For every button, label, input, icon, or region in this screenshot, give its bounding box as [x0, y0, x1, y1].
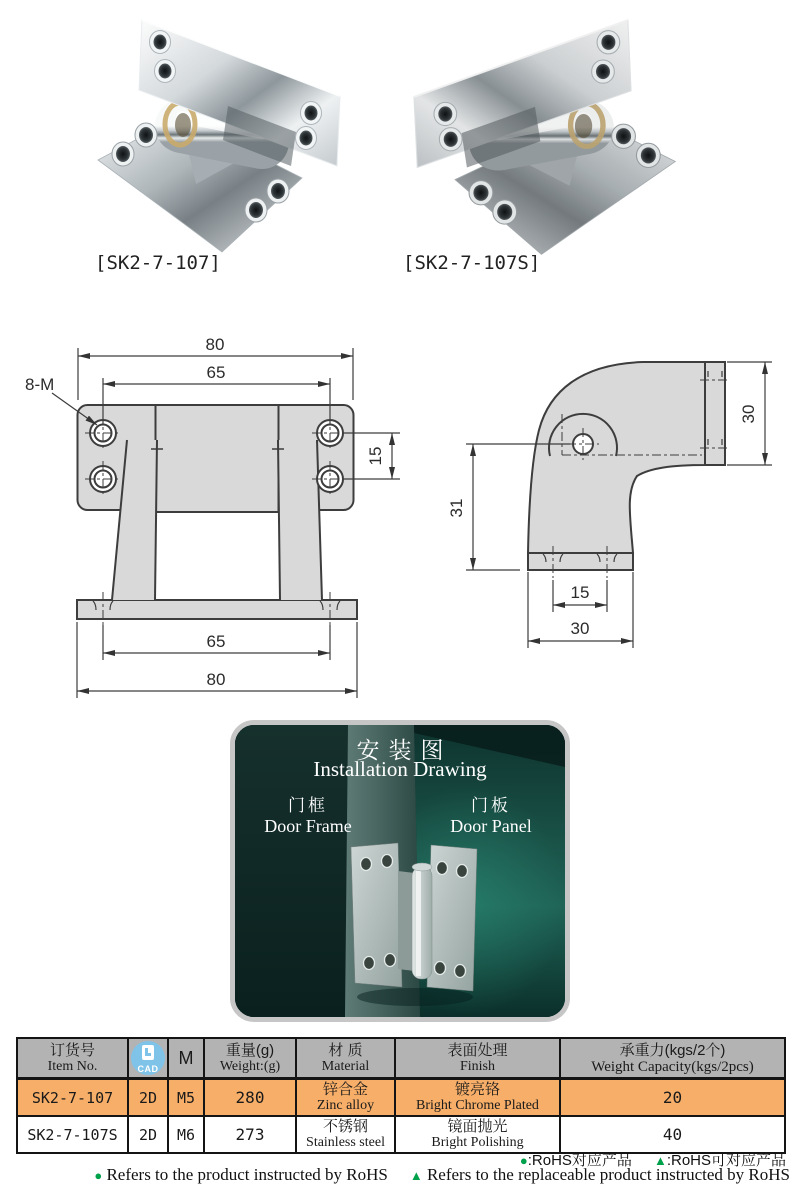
dim-front-hole-span: 65 [206, 363, 226, 382]
cad-icon: CAD [131, 1041, 165, 1075]
door-frame-label [243, 791, 373, 837]
product-photo-sk2-7-107 [90, 14, 342, 254]
rohs-triangle-icon: ▲ [409, 1168, 423, 1183]
door-panel-label [421, 791, 561, 837]
side-view-drawing [447, 362, 772, 648]
dim-front-top-width: 80 [205, 335, 225, 354]
cell-m: M5 [168, 1079, 204, 1117]
table-header-row [17, 1038, 785, 1079]
rohs-note-en: ● Refers to the product instructed by RoHS ▲ Refers to the replaceable product instructed by RoHS [94, 1165, 790, 1184]
door-frame-zh: 门框 [288, 796, 328, 815]
header-item: 订货号 Item No. [17, 1038, 128, 1079]
product-label-1: [SK2-7-107] [95, 252, 221, 274]
rohs-dot-icon: ● [519, 1153, 528, 1168]
cell-capacity: 40 [560, 1116, 785, 1153]
installation-panel [230, 720, 570, 1022]
cell-weight: 273 [204, 1116, 296, 1153]
table-row [17, 1116, 785, 1153]
dim-front-right-gap: 15 [366, 446, 385, 466]
header-material: 材 质 Material [296, 1038, 395, 1079]
dim-side-body-height: 31 [447, 498, 466, 518]
cell-cad: 2D [128, 1079, 168, 1117]
dim-front-bottom-width: 80 [206, 670, 226, 689]
cell-capacity: 20 [560, 1079, 785, 1117]
door-frame-en: Door Frame [264, 816, 352, 836]
header-capacity: 承重力(kgs/2个) Weight Capacity(kgs/2pcs) [560, 1038, 785, 1079]
header-m: M [168, 1038, 204, 1079]
header-weight: 重量(g) Weight:(g) [204, 1038, 296, 1079]
header-cad [128, 1038, 168, 1079]
dim-side-hole-span: 15 [570, 583, 590, 602]
rohs-triangle-icon: ▲ [653, 1153, 667, 1168]
product-photo-sk2-7-107s [402, 14, 688, 257]
door-panel-zh: 门板 [471, 796, 511, 815]
spec-table [16, 1037, 786, 1154]
dim-front-hole-callout: 8-M [25, 375, 55, 394]
cell-weight: 280 [204, 1079, 296, 1117]
dim-side-base-width: 30 [570, 619, 590, 638]
cell-m: M6 [168, 1116, 204, 1153]
cell-cad: 2D [128, 1116, 168, 1153]
cell-finish: 镀亮铬 Bright Chrome Plated [395, 1079, 560, 1117]
table-row [17, 1079, 785, 1117]
door-panel-en: Door Panel [450, 816, 532, 836]
rohs-dot-icon: ● [94, 1168, 103, 1183]
rohs-note-zh: ●:RoHS对应产品 ▲:RoHS可对应产品 [519, 1152, 786, 1169]
dim-side-plate-height: 30 [739, 404, 758, 424]
technical-drawings [0, 330, 800, 715]
spec-table-wrap [16, 1037, 784, 1154]
cell-material: 不锈钢 Stainless steel [296, 1116, 395, 1153]
installation-title-en: Installation Drawing [313, 757, 487, 781]
header-finish: 表面处理 Finish [395, 1038, 560, 1079]
installation-title-zh: 安装图 [356, 737, 453, 763]
cell-finish: 镜面抛光 Bright Polishing [395, 1116, 560, 1153]
front-view-drawing [25, 335, 400, 698]
cell-item: SK2-7-107S [17, 1116, 128, 1153]
cell-item: SK2-7-107 [17, 1079, 128, 1117]
product-label-2: [SK2-7-107S] [403, 252, 541, 274]
dim-front-bottom-span: 65 [206, 632, 226, 651]
cell-material: 锌合金 Zinc alloy [296, 1079, 395, 1117]
cad-doc-icon [142, 1045, 154, 1060]
